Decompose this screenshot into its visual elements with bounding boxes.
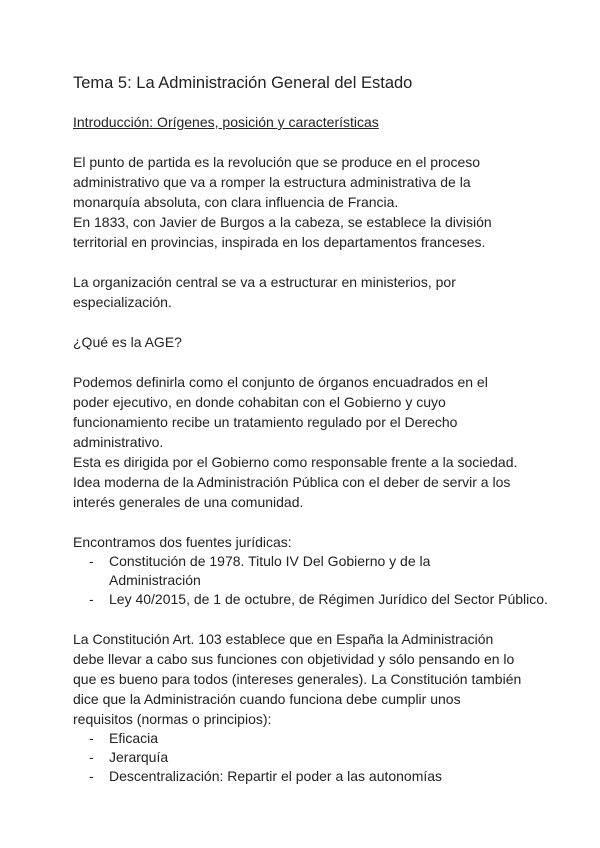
age-paragraph-1: Podemos definirla como el conjunto de órganos encuadrados en el poder ejecutivo, en donde cohabitan con el Gobierno y cuyo funcionamiento recibe un tratamiento regulado por el Derecho administrativo. xyxy=(73,374,488,450)
spacer xyxy=(73,352,533,372)
list-item xyxy=(73,767,533,786)
section-subtitle: Introducción: Orígenes, posición y características xyxy=(73,114,379,130)
spacer xyxy=(73,512,533,532)
intro-paragraph-2: En 1833, con Javier de Burgos a la cabeza, se establece la división territorial en provincias, inspirada en los departamentos franceses. xyxy=(73,214,492,250)
dash-bullet: - xyxy=(89,591,94,607)
spacer xyxy=(73,609,533,629)
age-paragraph-3: Idea moderna de la Administración Pública con el deber de servir a los interés generales de una comunidad. xyxy=(73,474,511,510)
fuentes-list xyxy=(73,552,548,609)
list-item xyxy=(73,552,479,590)
fuentes-intro: Encontramos dos fuentes jurídicas: xyxy=(73,534,292,550)
principios-list xyxy=(73,729,533,786)
document-page xyxy=(73,72,548,786)
dash-bullet: - xyxy=(89,768,94,784)
list-item xyxy=(73,590,549,609)
age-question: ¿Qué es la AGE? xyxy=(73,334,182,350)
dash-bullet: - xyxy=(89,730,94,746)
intro-paragraph-3: La organización central se va a estructurar en ministerios, por especialización. xyxy=(73,274,456,310)
document-title: Tema 5: La Administración General del Estado xyxy=(73,74,413,92)
list-item-text: Ley 40/2015, de 1 de octubre, de Régimen Jurídico del Sector Público. xyxy=(109,591,548,607)
constitucion-paragraph: La Constitución Art. 103 establece que en España la Administración debe llevar a cabo sus funciones con objetividad y sólo pensando en lo que es bueno para todos (intereses generales). La Constitución también dice que la Administración cuando funciona debe cumplir unos requisitos (normas o principios): xyxy=(73,631,522,727)
spacer xyxy=(73,312,533,332)
age-paragraph-2: Esta es dirigida por el Gobierno como responsable frente a la sociedad. xyxy=(73,454,518,470)
list-item xyxy=(73,748,533,767)
spacer xyxy=(73,252,533,272)
dash-bullet: - xyxy=(89,749,94,765)
list-item-text: Jerarquía xyxy=(109,749,169,765)
intro-paragraph-1: El punto de partida es la revolución que se produce en el proceso administrativo que va a romper la estructura administrativa de la monarquía absoluta, con clara influencia de Francia. xyxy=(73,154,481,210)
list-item xyxy=(73,729,533,748)
list-item-text: Descentralización: Repartir el poder a las autonomías xyxy=(109,768,443,784)
list-item-text: Eficacia xyxy=(109,730,159,746)
list-item-text: Constitución de 1978. Titulo IV Del Gobierno y de la Administración xyxy=(109,553,431,588)
dash-bullet: - xyxy=(89,553,94,569)
